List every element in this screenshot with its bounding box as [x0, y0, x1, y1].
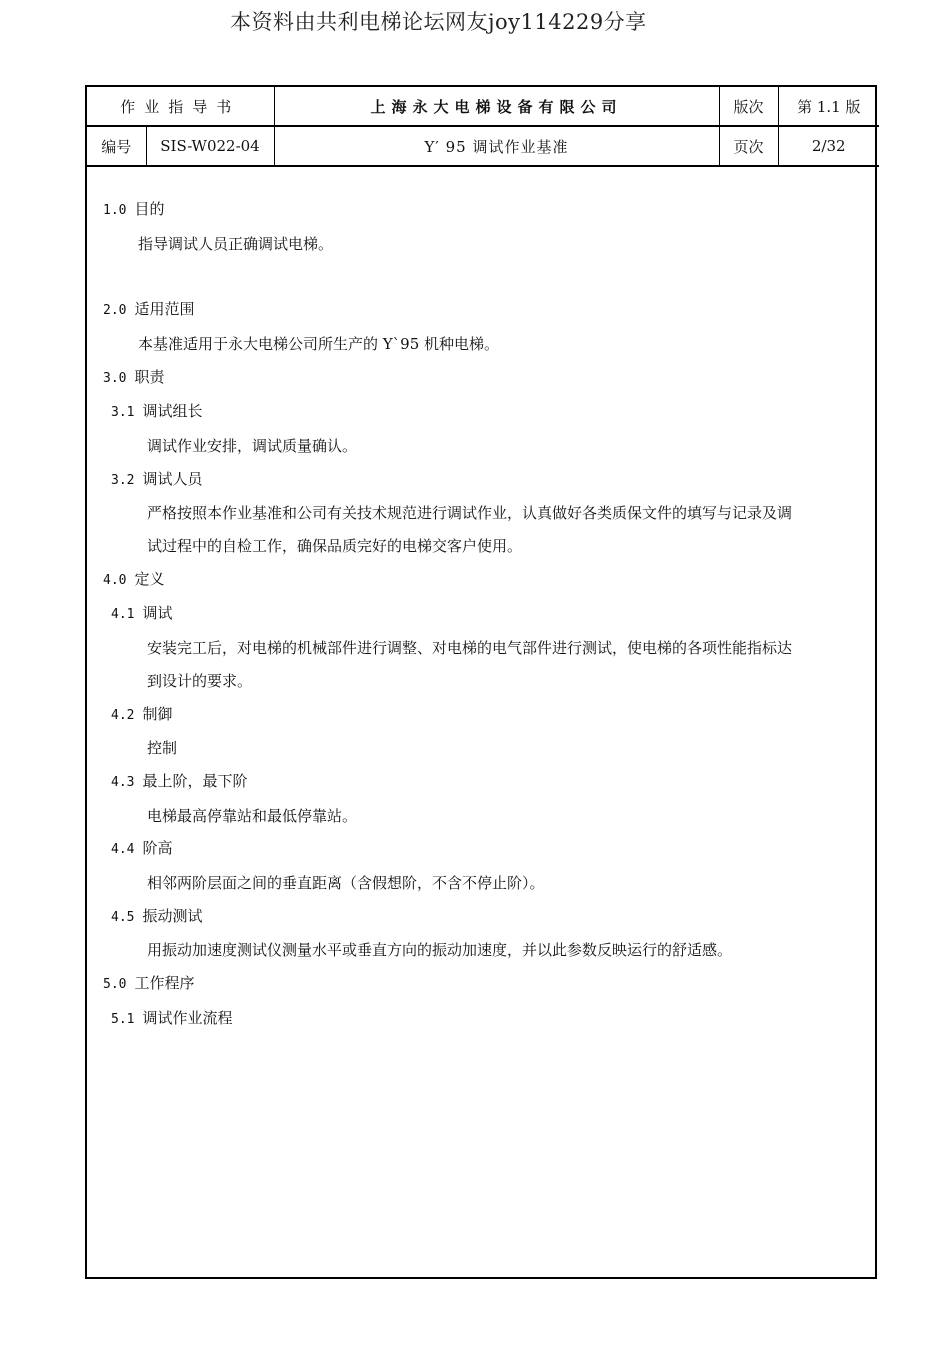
section-heading: 3.0 职责: [103, 367, 165, 386]
subsection-heading: 4.2 制御: [111, 704, 173, 723]
subsection-paragraph: 严格按照本作业基准和公司有关技术规范进行调试作业，认真做好各类质保文件的填写与记录及调: [147, 504, 793, 523]
doc-type-cell: 作业指导书: [87, 87, 274, 126]
document-header-table: [87, 87, 879, 127]
section-paragraph: 指导调试人员正确调试电梯。: [138, 234, 334, 253]
subsection-paragraph: 调试作业安排，调试质量确认。: [147, 436, 358, 455]
section-heading: 4.0 定义: [103, 569, 165, 588]
watermark-text: 本资料由共利电梯论坛网友joy114229分享: [230, 10, 647, 34]
subsection-heading: 3.2 调试人员: [111, 469, 203, 488]
section-heading: 1.0 目的: [103, 200, 165, 218]
section-paragraph: 本基准适用于永大电梯公司所生产的 Y`95 机种电梯。: [138, 334, 500, 353]
subsection-heading: 4.3 最上阶，最下阶: [111, 771, 248, 790]
page-value-cell: 2/32: [778, 127, 879, 166]
subsection-paragraph: 用振动加速度测试仪测量水平或垂直方向的振动加速度，并以此参数反映运行的舒适感。: [147, 941, 733, 960]
code-value-cell: SIS-W022-04: [146, 127, 274, 166]
subsection-heading: 3.1 调试组长: [111, 402, 203, 421]
subsection-paragraph: 试过程中的自检工作，确保品质完好的电梯交客户使用。: [147, 537, 523, 556]
subsection-heading: 5.1 调试作业流程: [111, 1008, 233, 1027]
subsection-heading: 4.1 调试: [111, 604, 173, 623]
doc-title-cell: Y′ 95 调试作业基准: [274, 127, 719, 166]
company-name-cell: 上海永大电梯设备有限公司: [274, 87, 719, 126]
edition-value-cell: 第 1.1 版: [778, 87, 879, 126]
page-label-cell: 页次: [719, 127, 778, 166]
document-header-row2: [87, 127, 879, 167]
subsection-heading: 4.4 阶高: [111, 839, 173, 858]
subsection-paragraph: 安装完工后，对电梯的机械部件进行调整、对电梯的电气部件进行测试，使电梯的各项性能指标达: [147, 639, 793, 658]
subsection-paragraph: 控制: [147, 739, 178, 758]
subsection-paragraph: 到设计的要求。: [147, 671, 253, 690]
document-frame: [85, 85, 877, 1279]
document-body: [103, 193, 867, 1037]
section-heading: 5.0 工作程序: [103, 974, 195, 993]
subsection-paragraph: 电梯最高停靠站和最低停靠站。: [147, 806, 358, 825]
subsection-paragraph: 相邻两阶层面之间的垂直距离（含假想阶，不含不停止阶）。: [147, 874, 545, 893]
section-heading: 2.0 适用范围: [103, 300, 195, 319]
edition-label-cell: 版次: [719, 87, 778, 126]
subsection-heading: 4.5 振动测试: [111, 906, 203, 925]
code-label-cell: 编号: [87, 127, 146, 166]
